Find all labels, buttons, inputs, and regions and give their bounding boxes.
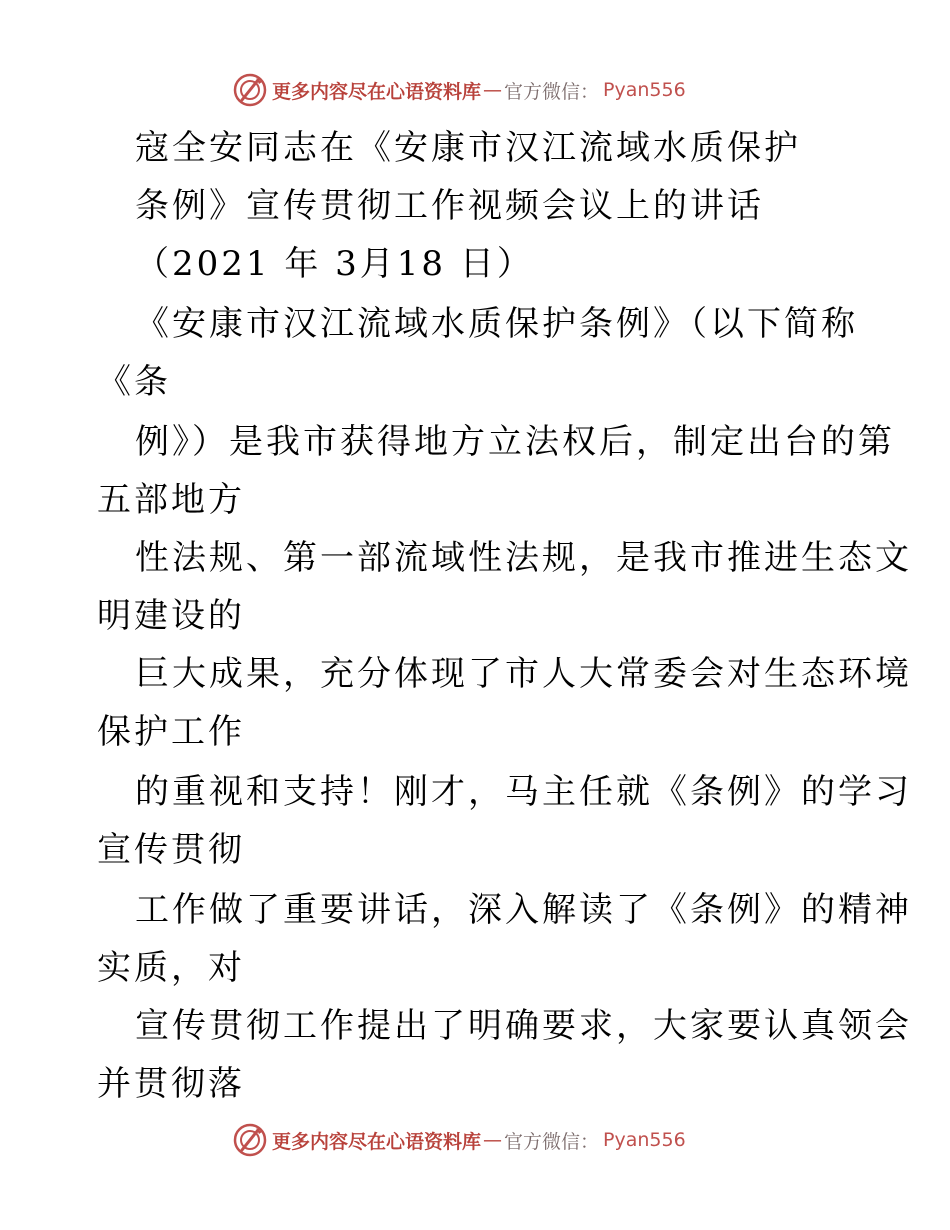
watermark-sub-text: 官方微信： bbox=[504, 80, 600, 103]
paragraph-line: 实质，对 bbox=[97, 948, 245, 988]
paragraph-line: 明建设的 bbox=[97, 596, 245, 636]
paragraph-line: 《安康市汉江流域水质保护条例》（以下简称 bbox=[135, 304, 858, 344]
paragraph-line: 宣传贯彻 bbox=[97, 830, 245, 870]
document-title-line-2: 条例》宣传贯彻工作视频会议上的讲话 bbox=[135, 186, 764, 226]
document-date: （2021 年 3月18 日） bbox=[135, 244, 534, 284]
paragraph-line: 的重视和支持！刚才，马主任就《条例》的学习 bbox=[135, 772, 912, 812]
document-title-line-1: 寇全安同志在《安康市汉江流域水质保护 bbox=[135, 128, 801, 168]
watermark-wechat-id: Pyan556 bbox=[603, 1129, 686, 1151]
watermark-main-text: 更多内容尽在心语资料库 bbox=[272, 80, 482, 103]
paragraph-line: 《条 bbox=[97, 362, 171, 402]
watermark-dash: — bbox=[483, 79, 503, 101]
paragraph-line: 例》）是我市获得地方立法权后，制定出台的第 bbox=[135, 422, 895, 462]
watermark-main-text: 更多内容尽在心语资料库 bbox=[272, 1130, 482, 1153]
watermark-wechat-id: Pyan556 bbox=[603, 79, 686, 101]
header-watermark bbox=[232, 70, 686, 110]
paragraph-line: 工作做了重要讲话，深入解读了《条例》的精神 bbox=[135, 890, 912, 930]
watermark-dash: — bbox=[483, 1129, 503, 1151]
watermark-logo-icon bbox=[232, 1122, 268, 1158]
watermark-logo-icon bbox=[232, 72, 268, 108]
footer-watermark bbox=[232, 1120, 686, 1160]
paragraph-line: 保护工作 bbox=[97, 712, 245, 752]
paragraph-line: 并贯彻落 bbox=[97, 1064, 245, 1104]
paragraph-line: 五部地方 bbox=[97, 480, 245, 520]
paragraph-line: 性法规、第一部流域性法规，是我市推进生态文 bbox=[135, 538, 912, 578]
paragraph-line: 巨大成果，充分体现了市人大常委会对生态环境 bbox=[135, 654, 912, 694]
paragraph-line: 宣传贯彻工作提出了明确要求，大家要认真领会 bbox=[135, 1006, 912, 1046]
watermark-sub-text: 官方微信： bbox=[504, 1130, 600, 1153]
